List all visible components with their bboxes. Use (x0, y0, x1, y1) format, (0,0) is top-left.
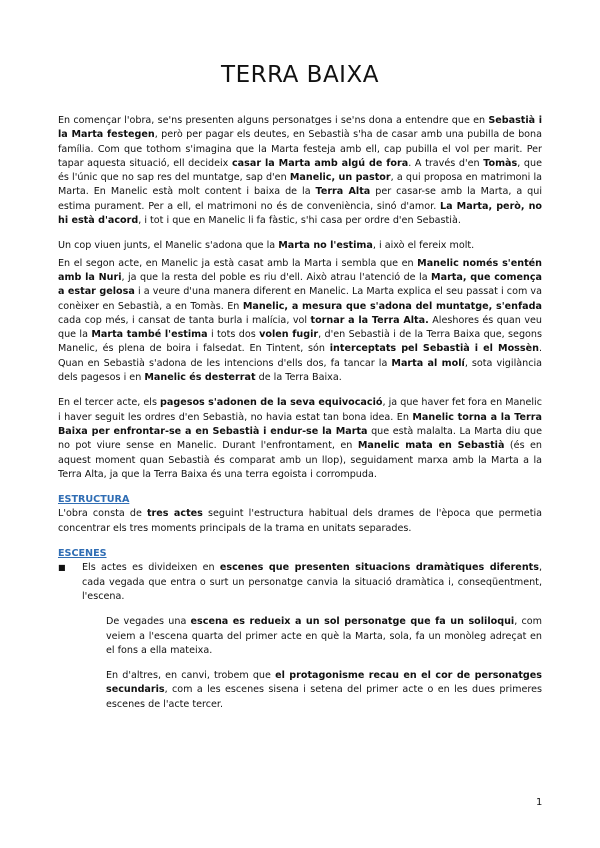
bold-run: Tomàs (483, 157, 518, 169)
bold-run: tres actes (146, 508, 203, 520)
bold-run: Manelic mata en Sebastià (357, 440, 505, 452)
bullet-item (58, 561, 542, 604)
bold-run: Terra Alta (315, 186, 371, 198)
bold-run: Manelic és desterrat (144, 372, 256, 384)
paragraph-soliloqui: De vegades una escena es redueix a un sol personatge que fa un soliloqui, com veiem a l'escena quarta del primer acte en què la Marta, sola, fa un monòleg adreçat en el fons a ella mateixa. (106, 616, 542, 656)
paragraph-act-one: En començar l'obra, se'ns presenten alguns personatges i se'ns dona a entendre que en Sebastià i la Marta festegen, però per pagar els deutes, en Sebastià s'ha de casar amb una pubilla de bona família. Com que tothom s'imagina que la Marta festeja amb ell, cap pubilla el vol per marit. Per tapar aquesta situació, ell decideix casar la Marta amb algú de fora. A través d'en Tomàs, que és l'únic que no sap res del muntatge, sap d'en Manelic, un pastor, a qui proposa en matrimoni la Marta. En Manelic està molt content i baixa de la Terra Alta per casar-se amb la Marta, a qui estima purament. Per a ell, el matrimoni no és de conveniència, sinó d'amor. La Marta, però, no hi està d'acord, i tot i que en Manelic li fa fàstic, s'hi casa per ordre d'en Sebastià. (58, 115, 543, 227)
section-title-estructura: ESTRUCTURA (58, 494, 130, 506)
page-number: 1 (536, 797, 543, 808)
bold-run: volen fugir (259, 329, 319, 341)
paragraph-estructura: L'obra consta de tres actes seguint l'estructura habitual dels drames de l'època que permetia concentrar els tres moments principals de la trama en unitats separades. (58, 508, 543, 534)
paragraph-act-two: En el segon acte, en Manelic ja està casat amb la Marta i sembla que en Manelic només s'entén amb la Nuri, ja que la resta del poble es riu d'ell. Això atrau l'atenció de la Marta, que comença a estar gelosa i a veure d'una manera diferent en Manelic. La Marta explica el seu passat i com va conèixer en Sebastià, a en Tomàs. En Manelic, a mesura que s'adona del muntatge, s'enfada cada cop més, i cansat de tanta burla i malícia, vol tornar a la Terra Alta. Aleshores és quan veu que la Marta també l'estima i tots dos volen fugir, d'en Sebastià i de la Terra Baixa que, segons Manelic, és plena de boira i falsedat. En Tintent, són interceptats pel Sebastià i el Mossèn. Quan en Sebastià s'adona de les intencions d'ells dos, fa tancar la Marta al molí, sota vigilància dels pagesos i en Manelic és desterrat de la Terra Baixa. (58, 257, 543, 384)
paragraph-act-three: En el tercer acte, els pagesos s'adonen de la seva equivocació, ja que haver fet fora en Manelic i haver seguit les ordres d'en Sebastià, no havia estat tan bona idea. En Manelic torna a la Terra Baixa per enfrontar-se a en Sebastià i endur-se la Marta que està malalta. La Marta diu que no pot viure sense en Manelic. Durant l'enfrontament, en Manelic mata en Sebastià (és en aquest moment quan Sebastià és comparat amb un llop), seguidament marxa amb la Marta a la Terra Alta, ja que la Terra Baixa és una terra egoista i corrompuda. (58, 397, 543, 480)
bold-run: Manelic torna a la Terra Baixa per enfrontar-se a en Sebastià i endur-se la Marta (58, 411, 542, 437)
bold-run: Manelic només s'entén amb la Nuri (58, 257, 543, 283)
document-page (58, 62, 542, 712)
square-bullet-icon: ■ (58, 563, 66, 573)
bold-run: pagesos s'adonen de la seva equivocació (160, 397, 383, 409)
bold-run: tornar a la Terra Alta. (310, 314, 429, 326)
document-title: TERRA BAIXA (221, 62, 379, 88)
bold-run: Marta, que comença a estar gelosa (58, 271, 542, 298)
bold-run: escena es redueix a un sol personatge que fa un soliloqui (190, 616, 515, 628)
bold-run: Manelic, a mesura que s'adona del muntatge, s'enfada (242, 300, 542, 312)
bold-run: interceptats pel Sebastià i el Mossèn (329, 343, 539, 355)
paragraph-personatges-secundaris: En d'altres, en canvi, trobem que el protagonisme recau en el cor de personatges secundaris, com a les escenes sisena i setena del primer acte o en les dues primeres escenes de l'acte tercer. (106, 670, 543, 710)
bold-run: el protagonisme recau en el cor de personatges secundaris (106, 670, 543, 696)
paragraph-living-together: Un cop viuen junts, el Manelic s'adona que la Marta no l'estima, i això el fereix molt. (58, 240, 475, 252)
bold-run: Sebastià i la Marta festegen (58, 115, 542, 141)
section-title-escenes: ESCENES (58, 548, 107, 560)
bold-run: Marta no l'estima (278, 240, 373, 252)
paragraph-escenes: Els actes es divideixen en escenes que presenten situacions dramàtiques diferents, cada vegada que entra o surt un personatge canvia la situació dramàtica i, conseqüentment, l'escena. (82, 562, 543, 602)
bold-run: escenes que presenten situacions dramàtiques diferents (219, 562, 539, 574)
bold-run: Marta al molí (391, 357, 465, 369)
bold-run: Marta també l'estima (91, 329, 208, 341)
bold-run: casar la Marta amb algú de fora (231, 157, 409, 169)
bold-run: Manelic, un pastor (289, 172, 391, 184)
bold-run: La Marta, però, no hi està d'acord (58, 200, 543, 227)
